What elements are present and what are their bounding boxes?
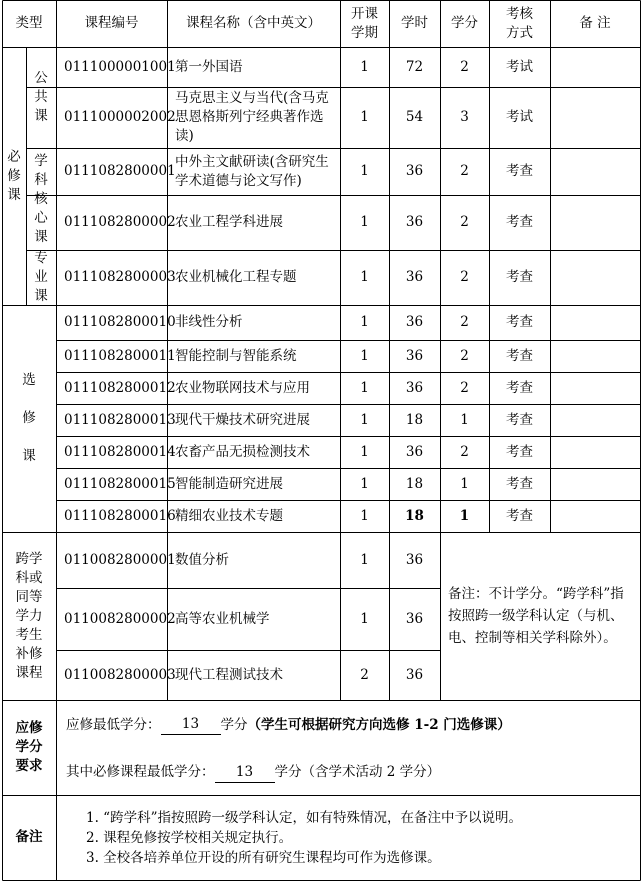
course-hours: 18 [405, 475, 424, 492]
course-hours: 72 [405, 58, 424, 75]
group-major-label: 专 业 课 [34, 250, 48, 304]
course-name: 农畜产品无损检测技术 [175, 443, 310, 460]
course-name: 数值分析 [175, 551, 229, 568]
course-name: 现代工程测试技术 [175, 666, 283, 683]
course-credits: 2 [460, 314, 469, 330]
course-name: 智能控制与智能系统 [175, 347, 297, 364]
course-name: 农业工程学科进展 [175, 214, 283, 230]
min-credits-line-suffix: 学分 [220, 716, 248, 733]
course-semester: 1 [360, 58, 369, 75]
course-exam: 考查 [506, 411, 533, 428]
course-credits: 1 [460, 411, 469, 428]
course-credits: 1 [460, 475, 469, 492]
course-hours: 54 [405, 109, 424, 125]
course-remark [550, 305, 640, 340]
note-item: 2. 课程免修按学校相关规定执行。 [86, 829, 293, 846]
course-code: 0111082800010 [64, 314, 176, 330]
header-remark: 备 注 [579, 15, 611, 31]
min-credits-line-prefix: 应修最低学分： [66, 716, 161, 733]
course-semester: 1 [360, 411, 369, 428]
course-hours: 36 [405, 214, 424, 230]
course-credits: 2 [460, 163, 469, 179]
course-code: 0111082800012 [64, 379, 176, 396]
course-hours: 36 [405, 610, 424, 627]
course-code: 0110082800002 [64, 610, 176, 627]
min-credits-line-note: （学生可根据研究方向选修 1-2 门选修课） [247, 716, 511, 733]
header-exam: 考核 方式 [506, 5, 533, 41]
course-remark [550, 436, 640, 468]
course-remark [550, 47, 640, 87]
header-hours: 学时 [401, 15, 428, 31]
course-name: 马克思主义与当代(含马克思恩格斯列宁经典著作选读) [175, 90, 329, 144]
course-semester: 1 [360, 214, 369, 230]
course-remark [550, 250, 640, 305]
course-hours: 36 [405, 314, 424, 330]
course-code: 0111082800014 [64, 443, 176, 460]
course-hours: 36 [405, 163, 424, 179]
course-exam: 考查 [506, 214, 533, 230]
course-exam: 考查 [506, 347, 533, 364]
notes-content [56, 795, 640, 880]
course-name: 农业物联网技术与应用 [175, 379, 310, 396]
course-name: 现代干燥技术研究进展 [175, 411, 310, 428]
note-item: 3. 全校各培养单位开设的所有研究生课程均可作为选修课。 [86, 849, 441, 866]
course-hours: 18 [405, 507, 424, 524]
course-name: 第一外国语 [175, 58, 243, 75]
course-semester: 1 [360, 610, 369, 627]
course-remark [550, 148, 640, 195]
credit-req-label: 应修 学分 要求 [15, 720, 43, 774]
group-cross-label: 跨学 科或 同等 学力 考生 补修 课程 [15, 550, 43, 681]
course-code: 0111082800016 [64, 507, 176, 524]
required-credits-line-prefix: 其中必修课程最低学分： [66, 764, 215, 780]
course-remark [550, 372, 640, 404]
cross-discipline-note: 备注：不计学分。“跨学科”指按照跨一级学科认定（与机、电、控制等相关学科除外）。 [448, 586, 624, 646]
course-hours: 36 [405, 666, 424, 683]
course-credits: 2 [460, 269, 469, 285]
course-credits: 1 [459, 507, 470, 524]
course-credits: 2 [460, 347, 469, 364]
course-name: 智能制造研究进展 [175, 475, 283, 492]
course-semester: 2 [360, 666, 369, 683]
note-item: 1. “跨学科”指按照跨一级学科认定，如有特殊情况，在备注中予以说明。 [86, 809, 522, 826]
course-code: 0111082800013 [64, 411, 176, 428]
course-exam: 考试 [506, 109, 533, 125]
course-credits: 2 [460, 58, 469, 75]
course-code: 0111000001001 [64, 58, 176, 75]
course-exam: 考查 [506, 507, 533, 524]
course-remark [550, 500, 640, 532]
course-remark [550, 195, 640, 250]
course-exam: 考查 [506, 269, 533, 285]
course-remark [550, 340, 640, 372]
notes-list [86, 808, 522, 868]
course-name: 非线性分析 [175, 314, 243, 330]
header-code: 课程编号 [84, 15, 139, 31]
course-semester: 1 [360, 551, 369, 568]
course-exam: 考查 [506, 443, 533, 460]
course-code: 0111082800001 [64, 163, 176, 179]
course-code: 0110082800003 [64, 666, 176, 683]
course-code: 0111000002002 [64, 109, 176, 125]
course-hours: 36 [405, 379, 424, 396]
course-name: 高等农业机械学 [175, 610, 270, 627]
course-hours: 18 [405, 411, 424, 428]
course-semester: 1 [360, 109, 369, 125]
course-name: 精细农业技术专题 [175, 507, 283, 524]
course-code: 0111082800002 [64, 214, 176, 230]
group-elective-label: 选 修 课 [22, 372, 36, 464]
course-name: 中外主文献研读(含研究生学术道德与论文写作) [175, 153, 329, 189]
min-credits-line [56, 700, 640, 750]
header-name: 课程名称（含中英文） [186, 15, 321, 31]
course-semester: 1 [360, 475, 369, 492]
group-core-label: 学 科 核 心 课 [34, 152, 48, 245]
course-remark [550, 87, 640, 148]
course-semester: 1 [360, 443, 369, 460]
notes-label: 备注 [15, 829, 43, 845]
required-credits-line [56, 750, 640, 795]
course-code: 0111082800011 [64, 347, 176, 364]
course-exam: 考查 [506, 475, 533, 492]
group-public-label: 公 共 课 [34, 70, 48, 124]
course-semester: 1 [360, 507, 369, 524]
course-code: 0111082800003 [64, 269, 176, 285]
header-semester: 开课 学期 [351, 5, 378, 41]
course-credits: 2 [460, 379, 469, 396]
course-hours: 36 [405, 347, 424, 364]
course-hours: 36 [405, 269, 424, 285]
course-credits: 2 [460, 214, 469, 230]
required-credits-line-suffix: 学分（含学术活动 2 学分） [274, 764, 441, 780]
group-required-label: 必 修 课 [7, 148, 21, 203]
course-hours: 36 [405, 443, 424, 460]
course-remark [550, 468, 640, 500]
header-credits: 学分 [451, 15, 478, 31]
course-credits: 2 [460, 443, 469, 460]
header-type: 类型 [15, 15, 43, 31]
course-hours: 36 [405, 551, 424, 568]
course-code: 0110082800001 [64, 551, 176, 568]
course-semester: 1 [360, 314, 369, 330]
course-exam: 考查 [506, 163, 533, 179]
course-name: 农业机械化工程专题 [175, 269, 297, 285]
course-credits: 3 [460, 109, 469, 125]
min-credits-line-value: 13 [161, 715, 221, 735]
course-semester: 1 [360, 269, 369, 285]
course-exam: 考试 [506, 58, 533, 75]
course-remark [550, 404, 640, 436]
course-code: 0111082800015 [64, 475, 176, 492]
course-exam: 考查 [506, 314, 533, 330]
course-exam: 考查 [506, 379, 533, 396]
course-semester: 1 [360, 347, 369, 364]
course-semester: 1 [360, 163, 369, 179]
course-semester: 1 [360, 379, 369, 396]
required-credits-line-value: 13 [215, 763, 275, 783]
